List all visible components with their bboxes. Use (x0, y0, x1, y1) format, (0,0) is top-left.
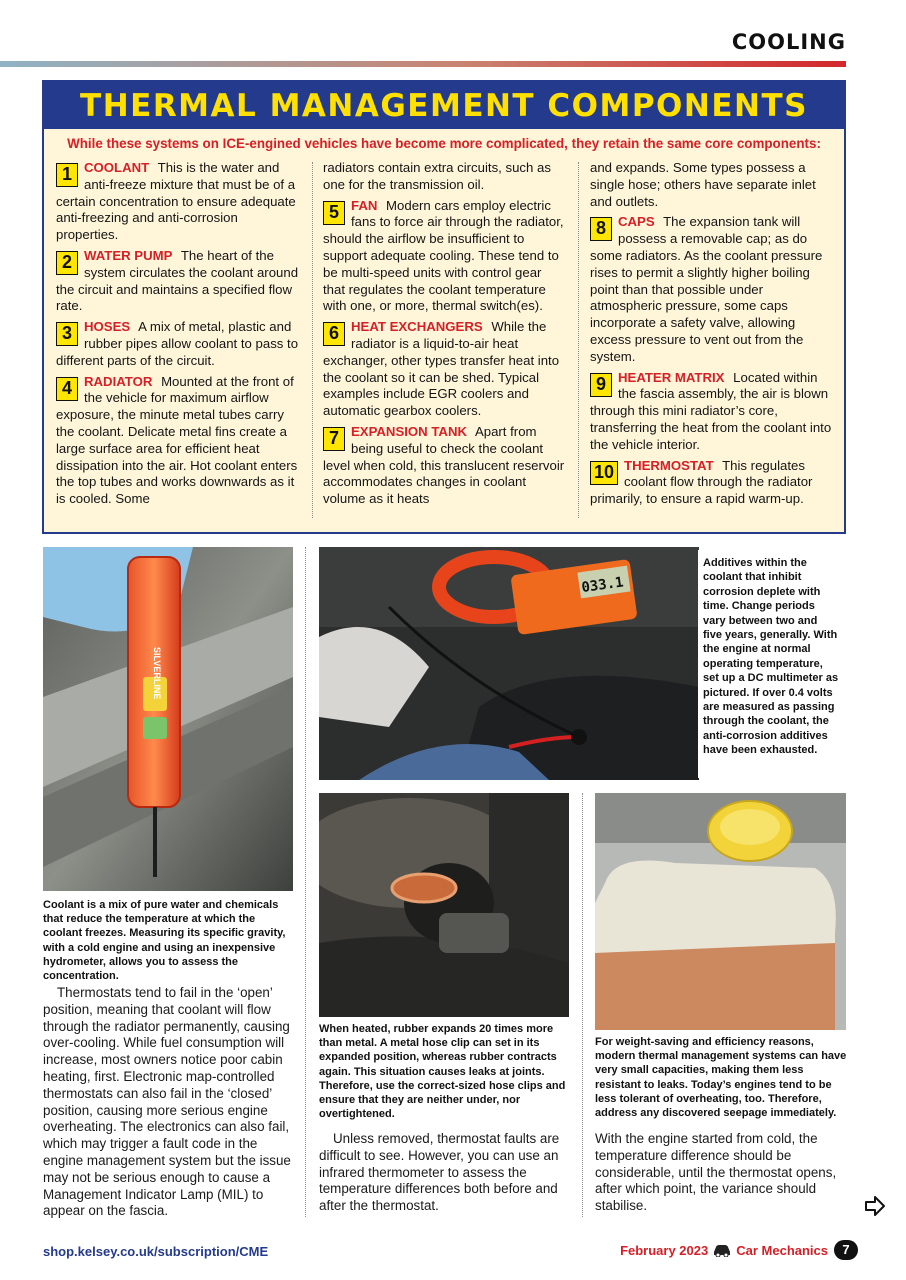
item-number-badge: 7 (323, 427, 345, 451)
expansion-tank-caption: For weight-saving and efficiency reasons, modern thermal management systems can have very small capacities, making them less resistant to leaks. Today’s engines tend to be less tolerant of overheating, too. Therefore, address any discovered seepage immediately. (595, 1036, 847, 1120)
item-text: While the radiator is a liquid-to-air heat exchanger, other types transfer heat into the coolant so it can be shed. Typical examples include EGR coolers and automatic gearbox coolers. (323, 319, 560, 419)
multimeter-illustration (319, 547, 699, 780)
item-number-badge: 9 (590, 373, 612, 397)
item-number-badge: 5 (323, 201, 345, 225)
top-colour-rule (0, 61, 846, 67)
column-divider (312, 162, 313, 518)
hose-clip-illustration (319, 793, 569, 1017)
components-panel (42, 80, 846, 534)
item-keyword: HEATER MATRIX (618, 369, 725, 385)
section-label: COOLING (731, 30, 846, 54)
body-paragraph: Thermostats tend to fail in the ‘open’ position, meaning that coolant will flow through the radiator permanently, causing over-cooling. While fuel consumption will increase, most owners notice poor cabin heating, first. Electronic map-controlled thermostats can also fail in the ‘closed’ position, causing more serious engine overheating. The electronics can also fail, which may trigger a fault code in the engine management system but the issue may not be serious enough to cause a Management Indicator Lamp (MIL) to appear on the fascia. (43, 985, 291, 1219)
item-keyword: HOSES (84, 319, 131, 335)
body-column-3 (595, 1131, 840, 1215)
item-text: and expands. Some types possess a single hose; others have separate inlet and outlets. (590, 160, 816, 209)
component-item (323, 424, 565, 508)
component-item (56, 248, 299, 315)
subscription-link[interactable]: shop.kelsey.co.uk/subscription/CME (43, 1244, 269, 1259)
panel-intro: While these systems on ICE-engined vehicles have become more complicated, they retain the same core components: (67, 136, 821, 151)
magazine-name: Car Mechanics (736, 1242, 828, 1258)
hydrometer-photo (43, 547, 293, 891)
component-item (56, 160, 299, 244)
component-item (323, 198, 565, 316)
item-text: Mounted at the front of the vehicle for maximum airflow exposure, the minute metal tubes carry the coolant. Delicate metal fins create a large surface area for efficient heat dissipation into the air. Hot coolant enters the top tubes and works downwards as it is cooled. Some (56, 373, 298, 507)
panel-title: THERMAL MANAGEMENT COMPONENTS (80, 87, 808, 124)
column-divider (305, 547, 306, 1217)
multimeter-reading: 033.1 (580, 574, 625, 597)
item-keyword: HEAT EXCHANGERS (351, 319, 483, 335)
component-item (323, 319, 565, 420)
item-number-badge: 3 (56, 322, 78, 346)
item-keyword: CAPS (618, 214, 655, 230)
item-text: This regulates coolant flow through the radiator primarily, to ensure a rapid warm-up. (590, 457, 813, 507)
item-number-badge: 1 (56, 163, 78, 187)
component-item (56, 374, 299, 508)
body-column-2 (319, 1131, 569, 1215)
component-item (590, 370, 834, 454)
item-keyword: COOLANT (84, 160, 150, 175)
issue-date: February 2023 (620, 1242, 709, 1258)
item-keyword: WATER PUMP (84, 247, 173, 263)
item-number-badge: 6 (323, 322, 345, 346)
component-item (590, 214, 834, 365)
panel-column-1 (56, 160, 299, 524)
item-number-badge: 10 (590, 461, 618, 485)
column-divider (578, 162, 579, 518)
hydrometer-illustration (43, 547, 293, 891)
hydrometer-caption: Coolant is a mix of pure water and chemicals that reduce the temperature at which the coolant freezes. Measuring its specific gravity, with a cold engine and using an inexpensive hydrometer, allows you to assess the concentration. (43, 899, 286, 983)
item-number-badge: 2 (56, 251, 78, 275)
component-item-continued (323, 160, 565, 194)
item-text: This is the water and anti-freeze mixture that must be of a certain concentration to ensure adequate anti-freezing and anti-corrosion properties. (56, 160, 296, 243)
component-item (56, 319, 299, 369)
component-item (590, 458, 834, 508)
footer-info (620, 1240, 858, 1260)
expansion-tank-illustration (595, 793, 846, 1030)
expansion-tank-photo (595, 793, 846, 1030)
hose-clip-caption: When heated, rubber expands 20 times more than metal. A metal hose clip can set in its expanded position, whereas rubber contracts again. This situation causes leaks at joints. Therefore, use the correct-sized hose clips and ensure that they are neither under, nor overtightened. (319, 1023, 566, 1121)
panel-column-3 (590, 160, 834, 524)
multimeter-photo (319, 547, 699, 780)
hydrometer-brand: SILVERLINE (152, 647, 162, 700)
panel-columns (56, 160, 836, 524)
panel-column-2 (323, 160, 565, 524)
component-item-continued (590, 160, 834, 210)
item-keyword: RADIATOR (84, 373, 153, 389)
body-column-1 (43, 985, 299, 1220)
item-number-badge: 8 (590, 217, 612, 241)
hose-clip-photo (319, 793, 569, 1017)
panel-header (44, 82, 844, 129)
page-number: 7 (834, 1240, 858, 1260)
item-text: radiators contain extra circuits, such as one for the transmission oil. (323, 160, 551, 192)
car-icon (712, 1243, 732, 1257)
item-text: A mix of metal, plastic and rubber pipes allow coolant to pass to different parts of the circuit. (56, 319, 299, 368)
item-number-badge: 4 (56, 377, 78, 401)
item-text: The heart of the system circulates the coolant around the circuit and maintains a specified flow rate. (56, 247, 299, 314)
item-text: The expansion tank will possess a removable cap; as do some radiators. As the coolant pressure rises to permit a slightly higher boiling point than that possible under atmospheric pressure, some caps incorporate a safety valve, allowing excess pressure to vent out from the system. (590, 214, 823, 364)
item-text: Apart from being useful to check the coolant level when cold, this translucent reservoir accommodates changes in coolant volume as it heats (323, 423, 565, 507)
body-paragraph: Unless removed, thermostat faults are difficult to see. However, you can use an infrared thermometer to assess the temperature differences both before and after the thermostat. (319, 1131, 560, 1214)
item-text: Modern cars employ electric fans to force air through the radiator, should the airflow be insufficient to support adequate cooling. These tend to be multi-speed units with control gear that regulates the coolant temperature with one, or more, thermal switch(es). (323, 197, 564, 314)
item-text: Located within the fascia assembly, the air is blown through this mini radiator’s core, transferring the heat from the coolant into the vehicle interior. (590, 369, 832, 452)
item-keyword: THERMOSTAT (624, 457, 714, 473)
body-paragraph: With the engine started from cold, the temperature difference should be considerable, until the thermostat opens, after which point, the variance should stabilise. (595, 1131, 837, 1214)
item-keyword: FAN (351, 197, 378, 213)
next-page-arrow-icon[interactable] (864, 1195, 886, 1217)
column-divider (582, 793, 583, 1217)
multimeter-caption-box: Additives within the coolant that inhibit corrosion deplete with time. Change periods vary between two and five years, generally. With the engine at normal operating temperature, set up a DC multimeter as pictured. If over 0.4 volts are measured as passing through the coolant, the anti-corrosion additives have been exhausted. (698, 550, 844, 778)
item-keyword: EXPANSION TANK (351, 423, 468, 439)
